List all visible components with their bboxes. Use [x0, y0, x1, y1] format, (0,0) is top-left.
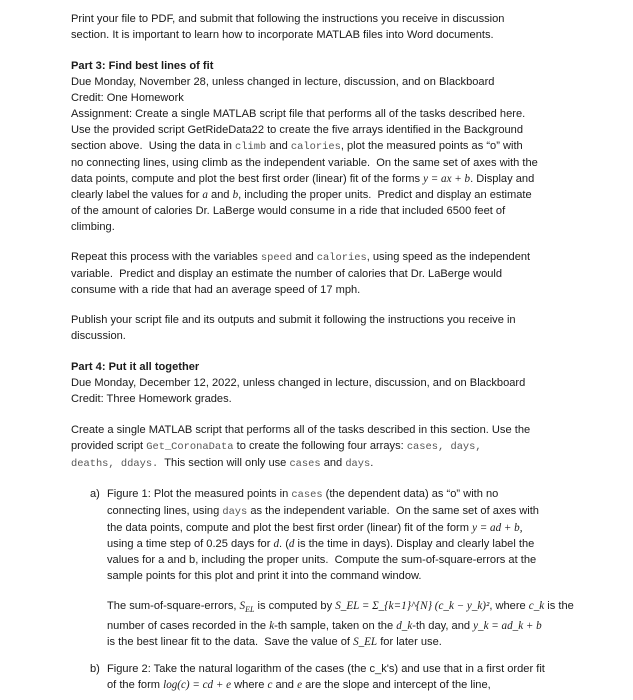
math-sel	[239, 600, 255, 615]
item-b-paragraph	[107, 661, 577, 693]
part3-heading: Part 3: Find best lines of fit	[71, 60, 214, 72]
text-run: , using speed as the independent	[366, 251, 531, 263]
text-run: for later use.	[377, 636, 442, 649]
text-run: , including the proper units. Predict and display an estimate	[238, 189, 532, 201]
text-run: using a time step of 0.25 days for	[107, 538, 274, 550]
text-run: . Display and	[470, 173, 535, 185]
code-get-coronadata: Get_CoronaData	[146, 441, 234, 453]
math-dk: d_k	[396, 620, 413, 633]
text-line: variable. Predict and display an estimate the number of calories that Dr. LaBerge would	[71, 268, 503, 280]
text-run: , where	[489, 600, 529, 612]
code-cases: cases	[289, 458, 321, 470]
list-label-b: b)	[90, 663, 100, 675]
math-s: S	[239, 600, 246, 612]
text-line: of the amount of calories Dr. LaBerge would consume in a ride that included 6500 feet of	[71, 205, 506, 217]
text-run: data points, compute and plot the best first order (linear) fit of the forms	[71, 173, 424, 185]
math-linear-form: y = ax + b	[423, 173, 471, 185]
code-days: days	[345, 458, 371, 470]
part3-header	[71, 58, 571, 235]
text-run: provided script	[71, 440, 147, 452]
math-linear-form: y = ad + b,	[472, 522, 523, 534]
text-line: Assignment: Create a single MATLAB script file that performs all of the tasks described here.	[71, 108, 526, 120]
math-sel: S_EL	[353, 636, 378, 649]
text-line: Use the provided script GetRideData22 to create the five arrays identified in the Background	[71, 124, 524, 136]
text-line: Print your file to PDF, and submit that following the instructions you receive in discussion	[71, 13, 505, 25]
text-run: is the	[544, 600, 574, 612]
text-run: -th day, and	[412, 620, 474, 633]
math-log-form: log(c) = cd + e	[163, 679, 232, 691]
text-run: of the form	[107, 679, 164, 691]
text-run: to create the following four arrays:	[233, 440, 407, 452]
part3-credit: Credit: One Homework	[71, 92, 184, 104]
list-label-a: a)	[90, 488, 100, 500]
code-arrays: deaths, ddays.	[71, 458, 159, 470]
text-line: sample points for this plot and print it into the command window.	[107, 570, 422, 582]
math-k: k	[269, 620, 275, 633]
part4-header	[71, 359, 571, 407]
text-run: , plot the measured points as “o” with	[340, 140, 523, 152]
part4-intro-paragraph	[71, 422, 571, 472]
text-run: number of cases recorded in the	[107, 620, 270, 633]
code-arrays: cases, days,	[406, 441, 482, 453]
text-run: is the best linear fit to the data. Save the value of	[107, 636, 354, 649]
part4-due: Due Monday, December 12, 2022, unless changed in lecture, discussion, and on Blackboard	[71, 377, 526, 389]
math-yk: y_k = ad_k + b	[473, 620, 542, 633]
text-line: Figure 2: Take the natural logarithm of the cases (the c_k's) and use that in a first order fit	[107, 663, 545, 675]
item-a-paragraph	[107, 486, 577, 584]
math-c: c	[267, 679, 273, 691]
code-calories: calories	[290, 141, 341, 153]
text-line: discussion.	[71, 330, 126, 342]
text-run: (the dependent data) as “o” with no	[322, 488, 499, 500]
text-line: values for a and b, including the proper units. Compute the sum-of-square-errors at the	[107, 554, 537, 566]
math-sse-formula: S_EL = Σ_{k=1}^{N} (c_k − y_k)²	[335, 600, 490, 612]
text-run: Figure 1: Plot the measured points in	[107, 488, 292, 500]
text-run: the data points, compute and plot the best first order (linear) fit of the form	[107, 522, 473, 534]
math-b: b	[232, 189, 239, 201]
text-run: where	[231, 679, 268, 691]
code-cases: cases	[291, 489, 323, 501]
text-run: The sum-of-square-errors,	[107, 600, 240, 612]
math-ck: c_k	[528, 600, 545, 612]
text-run: and	[266, 140, 291, 152]
sse-paragraph	[107, 598, 577, 650]
text-run: and	[292, 251, 317, 263]
text-line: Create a single MATLAB script that performs all of the tasks described in this section. Use the	[71, 424, 531, 436]
code-calories: calories	[316, 252, 367, 264]
part3-repeat-paragraph	[71, 249, 571, 298]
part3-publish-paragraph	[71, 312, 571, 344]
code-climb: climb	[235, 141, 267, 153]
text-run: section above. Using the data in	[71, 140, 236, 152]
text-run: is the time in days). Display and clearly label the	[294, 538, 535, 550]
math-a: a	[202, 189, 208, 201]
text-run: is computed by	[254, 600, 336, 612]
text-run: clearly label the values for	[71, 189, 203, 201]
text-run: and	[272, 679, 298, 691]
text-run: connecting lines, using	[107, 505, 223, 517]
text-line: consume with a ride that had an average speed of 17 mph.	[71, 284, 361, 296]
text-line: section. It is important to learn how to incorporate MATLAB files into Word documents.	[71, 29, 494, 41]
code-speed: speed	[260, 252, 293, 264]
code-days: days	[222, 506, 248, 518]
text-run: .	[370, 457, 374, 469]
part4-heading: Part 4: Put it all together	[71, 361, 200, 373]
text-run: This section will only use	[158, 457, 290, 469]
text-run: and	[320, 457, 346, 469]
text-run: as the independent variable. On the same set of axes with	[247, 505, 539, 517]
math-sub: EL	[245, 605, 255, 615]
text-run: Repeat this process with the variables	[71, 251, 261, 263]
text-line: climbing.	[71, 221, 115, 233]
math-d: d	[288, 538, 295, 550]
text-run: -th sample, taken on the	[274, 620, 397, 633]
text-line: no connecting lines, using climb as the independent variable. On the same set of axes with the	[71, 157, 538, 169]
intro-paragraph	[71, 11, 571, 43]
text-run: . (	[279, 538, 289, 550]
text-run: and	[207, 189, 233, 201]
math-d: d	[273, 538, 280, 550]
part4-credit: Credit: Three Homework grades.	[71, 393, 232, 405]
text-run: are the slope and intercept of the line,	[302, 679, 491, 691]
part3-due: Due Monday, November 28, unless changed in lecture, discussion, and on Blackboard	[71, 76, 495, 88]
math-e: e	[297, 679, 303, 691]
text-line: Publish your script file and its outputs and submit it following the instructions you receive in	[71, 314, 516, 326]
